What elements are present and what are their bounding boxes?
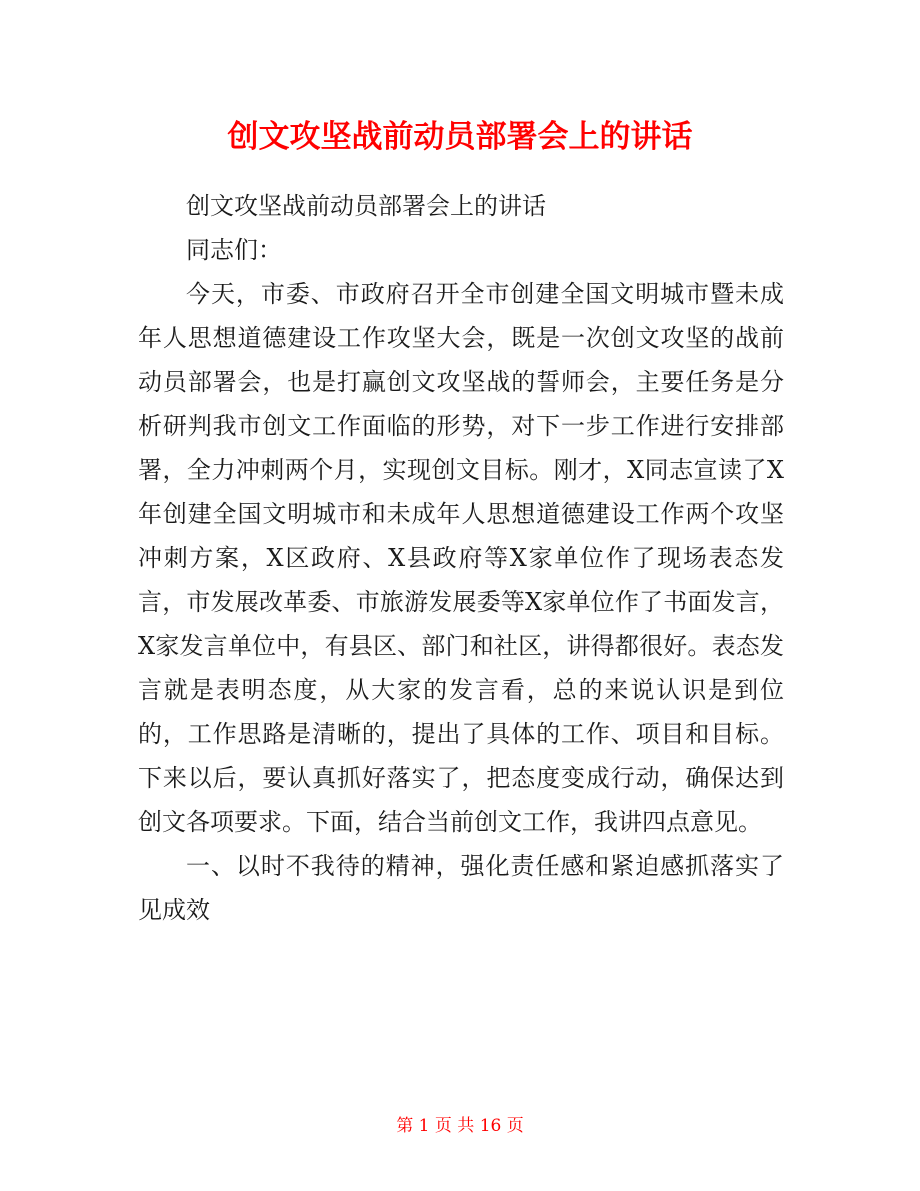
paragraph-main: 今天，市委、市政府召开全市创建全国文明城市暨未成年人思想道德建设工作攻坚大会，既是一次创文攻坚的战前动员部署会，也是打赢创文攻坚战的誓师会，主要任务是分析研判我市创文工作面临的形势，对下一步工作进行安排部署，全力冲刺两个月，实现创文目标。刚才，X同志宣读了X年创建全国文明城市和未成年人思想道德建设工作两个攻坚冲刺方案，X区政府、X县政府等X家单位作了现场表态发言，市发展改革委、市旅游发展委等X家单位作了书面发言，X家发言单位中，有县区、部门和社区，讲得都很好。表态发言就是表明态度，从大家的发言看，总的来说认识是到位的，工作思路是清晰的，提出了具体的工作、项目和目标。下来以后，要认真抓好落实了，把态度变成行动，确保达到创文各项要求。下面，结合当前创文工作，我讲四点意见。: [138, 280, 784, 836]
paragraph-salutation: 同志们：: [186, 236, 282, 264]
document-body: [138, 184, 784, 932]
paragraph-section-heading: 一、以时不我待的精神，强化责任感和紧迫感抓落实了见成效: [138, 852, 784, 924]
document-title: 创文攻坚战前动员部署会上的讲话: [227, 119, 693, 155]
paragraph-subtitle: 创文攻坚战前动员部署会上的讲话: [186, 192, 546, 220]
page-number-footer: 第 1 页 共 16 页: [396, 1116, 524, 1136]
